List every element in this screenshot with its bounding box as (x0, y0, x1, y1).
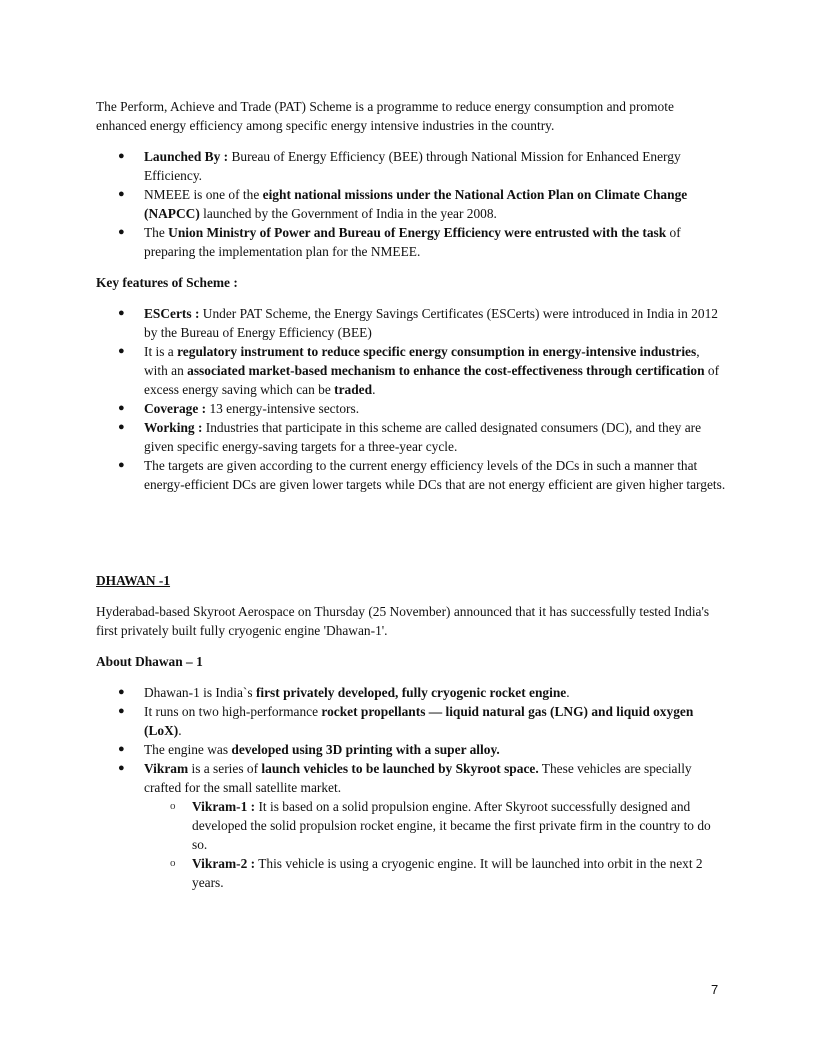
text: The engine was (144, 742, 232, 757)
text: Industries that participate in this scheme are called designated consumers (DC), and they are given specific energy-saving targets for a three-year cycle. (144, 420, 702, 454)
bullet-icon: ● (118, 743, 125, 755)
text: The targets are given according to the current energy efficiency levels of the DCs in such a manner that energy-efficient DCs are given lower targets while DCs that are not energy efficient are given higher targets. (144, 458, 726, 492)
text: Dhawan-1 is India`s (144, 685, 256, 700)
bold-text: regulatory instrument to reduce specific energy consumption in energy-intensive industries (177, 344, 697, 359)
bold-text: ESCerts : (144, 306, 200, 321)
pat-bullet-list (96, 147, 726, 261)
text: of excess energy saving which can be (144, 363, 720, 397)
bullet-icon: ● (118, 402, 125, 414)
bullet-icon: ● (118, 150, 125, 162)
text: It is based on a solid propulsion engine. After Skyroot successfully designed and developed the solid propulsion rocket engine, it became the first private firm in the country to do so. (192, 799, 711, 852)
list-item (96, 147, 726, 185)
bullet-icon: ● (118, 345, 125, 357)
text: NMEEE is one of the (144, 187, 263, 202)
text: . (566, 685, 570, 700)
hollow-bullet-icon: o (170, 800, 176, 812)
bullet-icon: ● (118, 459, 125, 471)
text: Under PAT Scheme, the Energy Savings Certificates (ESCerts) were introduced in India in 2012 by the Bureau of Energy Efficiency (BEE) (144, 306, 718, 340)
bold-text: Union Ministry of Power and Bureau of Energy Efficiency were entrusted with the task (168, 225, 667, 240)
key-features-heading: Key features of Scheme : (96, 275, 238, 290)
bullet-icon: ● (118, 686, 125, 698)
bold-text: Coverage : (144, 401, 207, 416)
text: launched by the Government of India in the year 2008. (199, 206, 497, 221)
text: , with an (144, 344, 700, 378)
bold-text: Vikram-1 : (192, 799, 256, 814)
bullet-icon: ● (118, 705, 125, 717)
list-item (96, 418, 726, 456)
text: It runs on two high-performance (144, 704, 322, 719)
list-item (96, 223, 726, 261)
about-dhawan-heading: About Dhawan – 1 (96, 654, 203, 669)
dhawan-intro: Hyderabad-based Skyroot Aerospace on Thursday (25 November) announced that it has successfully tested India's first privately built fully cryogenic engine 'Dhawan-1'. (96, 604, 710, 638)
text: The (144, 225, 169, 240)
list-item (144, 797, 726, 854)
text: 13 energy-intensive sectors. (206, 401, 360, 416)
bold-text: eight national missions under the National Action Plan on Climate Change (NAPCC) (144, 187, 688, 221)
list-item (96, 456, 726, 494)
bold-text: Vikram-2 : (192, 856, 256, 871)
list-item (96, 185, 726, 223)
bold-text: traded (334, 382, 373, 397)
page-number: 7 (711, 982, 719, 997)
pat-intro: The Perform, Achieve and Trade (PAT) Scheme is a programme to reduce energy consumption and promote enhanced energy efficiency among specific energy intensive industries in the country. (96, 99, 674, 133)
text: This vehicle is using a cryogenic engine. It will be launched into orbit in the next 2 years. (192, 856, 703, 890)
text: . (372, 382, 376, 397)
list-item (96, 759, 726, 892)
bold-text: launch vehicles to be launched by Skyroot space. (261, 761, 539, 776)
text: It is a (144, 344, 178, 359)
text: of preparing the implementation plan for the NMEEE. (144, 225, 681, 259)
list-item (96, 304, 726, 342)
bullet-icon: ● (118, 421, 125, 433)
list-item (144, 854, 726, 892)
list-item (96, 702, 726, 740)
text: is a series of (188, 761, 262, 776)
bullet-icon: ● (118, 762, 125, 774)
bullet-icon: ● (118, 188, 125, 200)
bold-text: first privately developed, fully cryogenic rocket engine (255, 685, 567, 700)
bold-text: Working : (144, 420, 203, 435)
bold-text: Launched By : (144, 149, 229, 164)
bold-text: associated market-based mechanism to enhance the cost-effectiveness through certification (187, 363, 705, 378)
text: Bureau of Energy Efficiency (BEE) through National Mission for Enhanced Energy Efficiency. (144, 149, 681, 183)
bold-text: rocket propellants — liquid natural gas (LNG) and liquid oxygen (LoX) (144, 704, 694, 738)
dhawan-section-title: DHAWAN -1 (96, 573, 171, 588)
list-item (96, 740, 726, 759)
list-item (96, 342, 726, 399)
bold-text: Vikram (144, 761, 189, 776)
vikram-sub-list (144, 797, 726, 892)
bold-text: developed using 3D printing with a super alloy. (231, 742, 500, 757)
key-features-list (96, 304, 726, 494)
text: These vehicles are specially crafted for the small satellite market. (144, 761, 692, 795)
text: . (178, 723, 182, 738)
bullet-icon: ● (118, 307, 125, 319)
dhawan-bullet-list (96, 683, 726, 892)
list-item (96, 683, 726, 702)
hollow-bullet-icon: o (170, 857, 176, 869)
document-page (96, 97, 726, 904)
bullet-icon: ● (118, 226, 125, 238)
list-item (96, 399, 726, 418)
